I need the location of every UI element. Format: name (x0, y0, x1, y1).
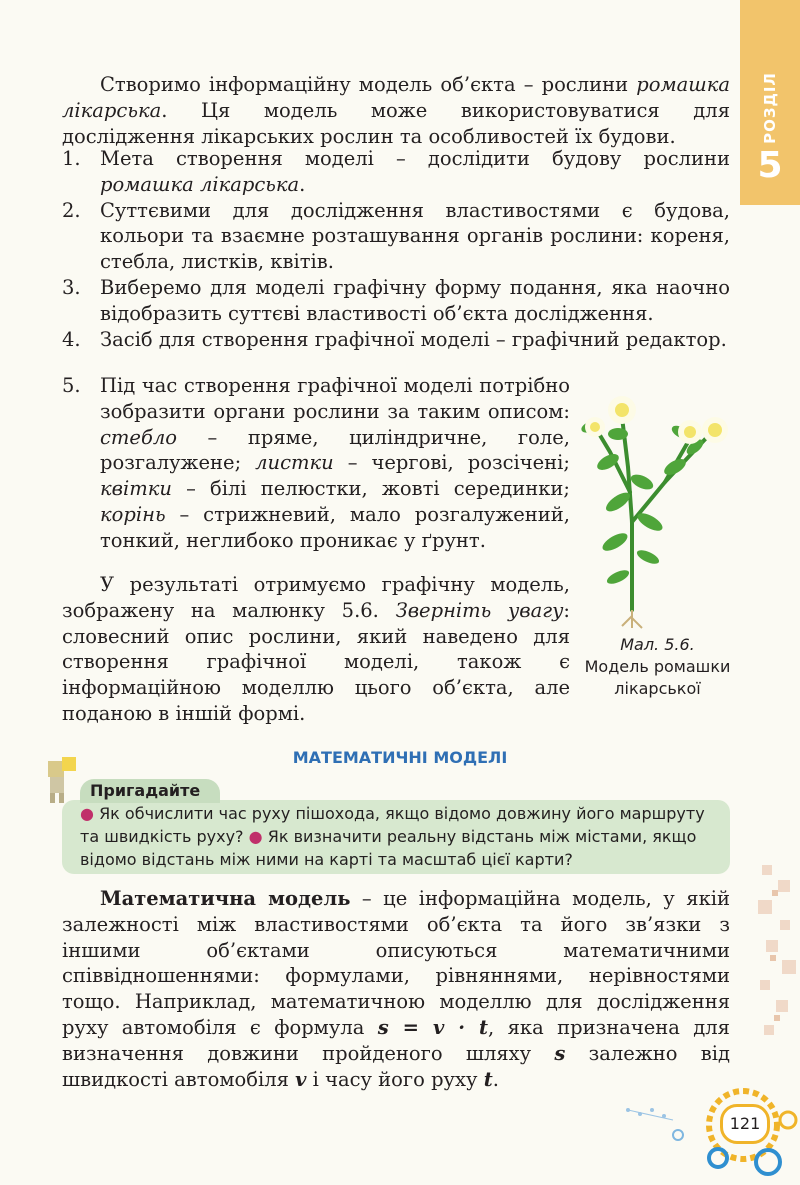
step-emphasis: ромашка лікарська (100, 172, 300, 196)
step-text: Засіб для створення графічної моделі – графічний редактор. (100, 327, 727, 351)
term-root: корінь (100, 502, 166, 526)
steps-list (62, 146, 730, 352)
intro-emphasis: ромашка лікарська (62, 73, 730, 122)
var-v: v (295, 1067, 307, 1091)
list-item (62, 327, 730, 353)
list-item (62, 198, 730, 275)
term-stem: стебло (100, 425, 178, 449)
term-flowers: квітки (100, 477, 172, 501)
result-text-end: : словесний опис рослини, який наведено для створення графічної моделі, також є інформаційною моделлю цього об’єкта, але поданою в іншій формі. (62, 598, 570, 725)
result-text: У результаті отримуємо графічну модель, зображену на малюнку 5.6. (62, 573, 570, 622)
floral-decoration (752, 860, 800, 1060)
remember-question-2: Як визначити реальну відстань між містами, якщо відомо відстань між ними на карті та масштаб цієї карти? (80, 827, 697, 869)
intro-text-end: . Ця модель може використовуватися для дослідження лікарських рослин та особливостей їх будови. (62, 98, 730, 148)
step-text: Суттєвими для дослідження властивостями є будова, кольори та взаємне розташування органів рослини: кореня, стебла, листків, квітів. (100, 198, 730, 274)
step-number: 3. (62, 275, 81, 299)
result-paragraph (62, 572, 570, 727)
math-text: і часу його руху (306, 1067, 484, 1091)
step-text: Виберемо для моделі графічну форму подання, яка наочно відобразить суттєві властивості об’єкта дослідження. (100, 275, 730, 325)
remember-box (62, 800, 730, 874)
math-text: , яка призначена для визначення довжини пройденого шляху (62, 1015, 730, 1065)
bullet-icon: ● (248, 827, 263, 846)
step-number: 2. (62, 198, 81, 222)
step-number: 4. (62, 327, 81, 351)
term-leaves: листки (255, 451, 334, 475)
intro-paragraph (62, 72, 730, 149)
step5-text: Під час створення графічної моделі потрібно зобразити органи рослини за таким описом: (100, 374, 570, 423)
chapter-tab (740, 0, 800, 205)
step5-text: – білі пелюстки, жовті серединки; (171, 477, 570, 501)
math-text: залежно від швидкості автомобіля (62, 1041, 730, 1091)
math-text-end: . (492, 1067, 499, 1091)
list-item (62, 146, 730, 198)
math-term: Математична модель (100, 887, 351, 910)
var-s: s (554, 1041, 566, 1065)
step5-text: – чергові, розсічені; (333, 451, 570, 475)
remember-label: Пригадайте (80, 779, 220, 803)
step-text-end: . (299, 172, 306, 196)
formula: s = v · t (377, 1015, 489, 1039)
remember-question-1: Як обчислити час руху пішохода, якщо відомо довжину його маршруту та швидкість руху? (80, 804, 705, 846)
step-number: 1. (62, 147, 81, 170)
robot-icon (40, 755, 82, 805)
step-number: 5. (62, 374, 81, 397)
math-model-paragraph (62, 886, 730, 1092)
chapter-number: 5 (757, 145, 783, 186)
step-text: Мета створення моделі – дослідити будову рослини (100, 147, 730, 170)
figure-label: Мал. 5.6. (620, 635, 695, 654)
step5-text: – пряме, циліндричне, голе, розгалужене; (100, 425, 570, 475)
result-emphasis: Зверніть увагу (395, 598, 564, 622)
page-number: 121 (720, 1104, 770, 1144)
bullet-icon: ● (80, 804, 94, 823)
intro-text: Створимо інформаційну модель об’єкта – рослини (100, 73, 637, 96)
var-t: t (483, 1067, 493, 1091)
step5-text: – стрижневий, мало розгалужений, тонкий, неглибоко проникає у ґрунт. (100, 502, 570, 552)
chapter-word: РОЗДІЛ (761, 72, 779, 144)
figure-caption (575, 634, 740, 700)
list-item (62, 275, 730, 327)
math-text: – це інформаційна модель, у якій залежності між властивостями об’єкта та його зв’язки з іншими об’єктами описуються математичними співвідношеннями: формулами, рівняннями, нерівностями тощо. Наприклад, математичною моделлю для дослідження руху автомобіля є формула (62, 887, 730, 1039)
gears-decoration (618, 1080, 800, 1185)
figure-caption-text: Модель ромашки лікарської (584, 657, 731, 698)
chamomile-plant-image (570, 372, 740, 632)
section-title: МАТЕМАТИЧНІ МОДЕЛІ (292, 748, 508, 767)
list-item-5 (62, 373, 570, 554)
